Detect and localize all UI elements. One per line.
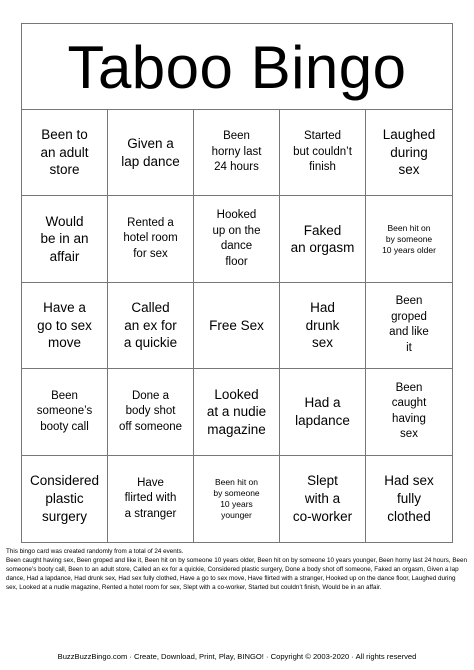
bingo-cell-r3-c4: Had drunk sex: [280, 283, 366, 369]
card-info-events: Been caught having sex, Been groped and like it, Been hit on by someone 10 years older, Been hit on by someone 10 years younger, Been horny last 24 hours, Been someone’s booty call, Been to an adult store, Called an ex for a quickie, Considered plastic surgery, Done a body shot off someone, Faked an orgasm, Given a lap dance, Had a lapdance, Had drunk sex, Had sex fully clothed, Have a go to sex move, Have flirted with a stranger, Hooked up on the dance floor, Laughed during sex, Looked at a nudie magazine, Rented a hotel room for sex, Slept with a co-worker, Started but couldn’t finish, Would be in an affair.: [6, 556, 468, 591]
card-title: Taboo Bingo: [67, 33, 407, 101]
bingo-cell-r1-c3: Been horny last 24 hours: [194, 110, 280, 196]
title-box: [22, 24, 452, 110]
bingo-cell-r4-c5: Been caught having sex: [366, 369, 452, 455]
bingo-cell-r3-c3: Free Sex: [194, 283, 280, 369]
bingo-cell-r1-c4: Started but couldn’t finish: [280, 110, 366, 196]
bingo-cell-r4-c3: Looked at a nudie magazine: [194, 369, 280, 455]
bingo-cell-r2-c3: Hooked up on the dance floor: [194, 196, 280, 282]
bingo-cell-r1-c1: Been to an adult store: [22, 110, 108, 196]
bingo-cell-r3-c1: Have a go to sex move: [22, 283, 108, 369]
bingo-cell-r2-c5: Been hit on by someone 10 years older: [366, 196, 452, 282]
bingo-cell-r2-c2: Rented a hotel room for sex: [108, 196, 194, 282]
bingo-cell-r5-c1: Considered plastic surgery: [22, 456, 108, 542]
card-info: [6, 548, 468, 593]
bingo-cell-r3-c2: Called an ex for a quickie: [108, 283, 194, 369]
bingo-cell-r3-c5: Been groped and like it: [366, 283, 452, 369]
bingo-cell-r4-c4: Had a lapdance: [280, 369, 366, 455]
bingo-cell-r4-c2: Done a body shot off someone: [108, 369, 194, 455]
card-info-intro: This bingo card was created randomly from a total of 24 events.: [6, 548, 184, 555]
bingo-grid: [22, 110, 452, 542]
bingo-cell-r5-c4: Slept with a co-worker: [280, 456, 366, 542]
bingo-cell-r1-c5: Laughed during sex: [366, 110, 452, 196]
bingo-cell-r5-c5: Had sex fully clothed: [384, 473, 434, 524]
bingo-card: [21, 23, 453, 543]
bingo-cell-r1-c2: Given a lap dance: [108, 110, 194, 196]
bingo-cell-r5-c3: Been hit on by someone 10 years younger: [194, 456, 280, 542]
bingo-cell-r5-c2: Have flirted with a stranger: [108, 456, 194, 542]
bingo-cell-r2-c1: Would be in an affair: [22, 196, 108, 282]
footer-copyright: BuzzBuzzBingo.com · Create, Download, Print, Play, BINGO! · Copyright © 2003-2020 · All rights reserved: [57, 652, 417, 661]
bingo-cell-r2-c4: Faked an orgasm: [280, 196, 366, 282]
bingo-cell-r4-c1: Been someone’s booty call: [22, 369, 108, 455]
